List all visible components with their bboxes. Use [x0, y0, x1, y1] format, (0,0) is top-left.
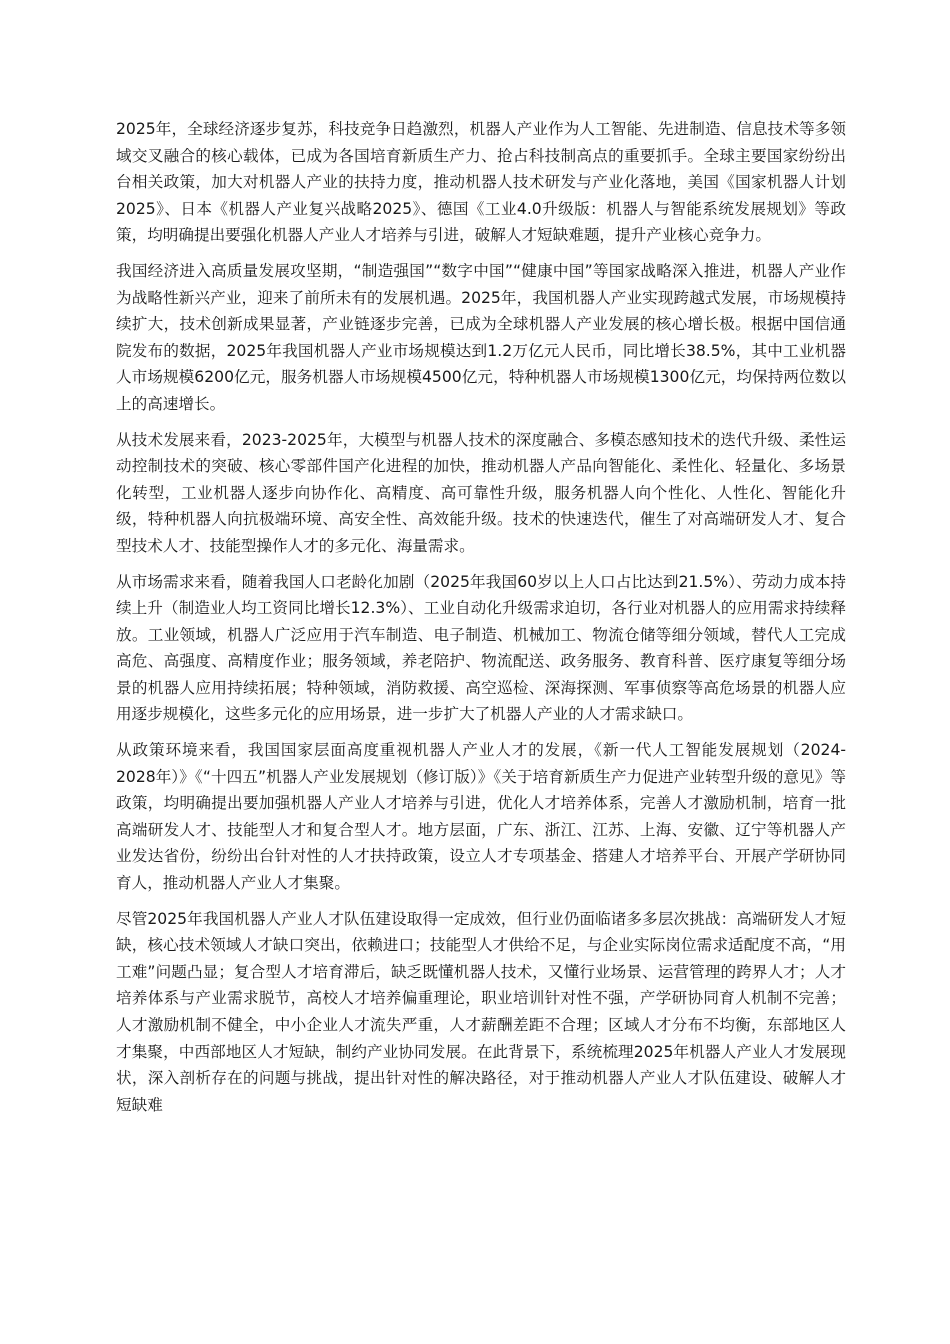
paragraph-domestic-development: 我国经济进入高质量发展攻坚期，“制造强国”“数字中国”“健康中国”等国家战略深入推进，机器人产业作为战略性新兴产业，迎来了前所未有的发展机遇。2025年，我国机器人产业实现跨越式发展，市场规模持续扩大，技术创新成果显著，产业链逐步完善，已成为全球机器人产业发展的核心增长极。根据中国信通院发布的数据，2025年我国机器人产业市场规模达到1.2万亿元人民币，同比增长38.5%，其中工业机器人市场规模6200亿元，服务机器人市场规模4500亿元，特种机器人市场规模1300亿元，均保持两位数以上的高速增长。: [116, 261, 846, 413]
paragraph-market-demand: 从市场需求来看，随着我国人口老龄化加剧（2025年我国60岁以上人口占比达到21.5%）、劳动力成本持续上升（制造业人均工资同比增长12.3%）、工业自动化升级需求迫切，各行业对机器人的应用需求持续释放。工业领域，机器人广泛应用于汽车制造、电子制造、机械加工、物流仓储等细分领域，替代人工完成高危、高强度、高精度作业；服务领域，养老陪护、物流配送、政务服务、教育科普、医疗康复等细分场景的机器人应用持续拓展；特种领域，消防救援、高空巡检、深海探测、军事侦察等高危场景的机器人应用逐步规模化，这些多元化的应用场景，进一步扩大了机器人产业的人才需求缺口。: [116, 572, 846, 724]
paragraph-challenges: 尽管2025年我国机器人产业人才队伍建设取得一定成效，但行业仍面临诸多多层次挑战：高端研发人才短缺，核心技术领域人才缺口突出，依赖进口；技能型人才供给不足，与企业实际岗位需求适配度不高，“用工难”问题凸显；复合型人才培育滞后，缺乏既懂机器人技术，又懂行业场景、运营管理的跨界人才；人才培养体系与产业需求脱节，高校人才培养偏重理论，职业培训针对性不强，产学研协同育人机制不完善；人才激励机制不健全，中小企业人才流失严重，人才薪酬差距不合理；区域人才分布不均衡，东部地区人才集聚，中西部地区人才短缺，制约产业协同发展。在此背景下，系统梳理2025年机器人产业人才发展现状，深入剖析存在的问题与挑战，提出针对性的解决路径，对于推动机器人产业人才队伍建设、破解人才短缺难: [116, 909, 846, 1114]
paragraph-policy-environment: 从政策环境来看，我国国家层面高度重视机器人产业人才的发展，《新一代人工智能发展规划（2024-2028年）》《“十四五”机器人产业发展规划（修订版）》《关于培育新质生产力促进产业转型升级的意见》等政策，均明确提出要加强机器人产业人才培养与引进，优化人才培养体系，完善人才激励机制，培育一批高端研发人才、技能型人才和复合型人才。地方层面，广东、浙江、江苏、上海、安徽、辽宁等机器人产业发达省份，纷纷出台针对性的人才扶持政策，设立人才专项基金、搭建人才培养平台、开展产学研协同育人，推动机器人产业人才集聚。: [116, 741, 846, 893]
paragraph-technology-trends: 从技术发展来看，2023-2025年，大模型与机器人技术的深度融合、多模态感知技术的迭代升级、柔性运动控制技术的突破、核心零部件国产化进程的加快，推动机器人产品向智能化、柔性化、轻量化、多场景化转型，工业机器人逐步向协作化、高精度、高可靠性升级，服务机器人向个性化、人性化、智能化升级，特种机器人向抗极端环境、高安全性、高效能升级。技术的快速迭代，催生了对高端研发人才、复合型技术人才、技能型操作人才的多元化、海量需求。: [116, 430, 846, 555]
paragraph-global-context: 2025年，全球经济逐步复苏，科技竞争日趋激烈，机器人产业作为人工智能、先进制造、信息技术等多领域交叉融合的核心载体，已成为各国培育新质生产力、抢占科技制高点的重要抓手。全球主要国家纷纷出台相关政策，加大对机器人产业的扶持力度，推动机器人技术研发与产业化落地，美国《国家机器人计划2025》、日本《机器人产业复兴战略2025》、德国《工业4.0升级版：机器人与智能系统发展规划》等政策，均明确提出要强化机器人产业人才培养与引进，破解人才短缺难题，提升产业核心竞争力。: [116, 120, 846, 245]
document-body: [116, 116, 846, 1127]
